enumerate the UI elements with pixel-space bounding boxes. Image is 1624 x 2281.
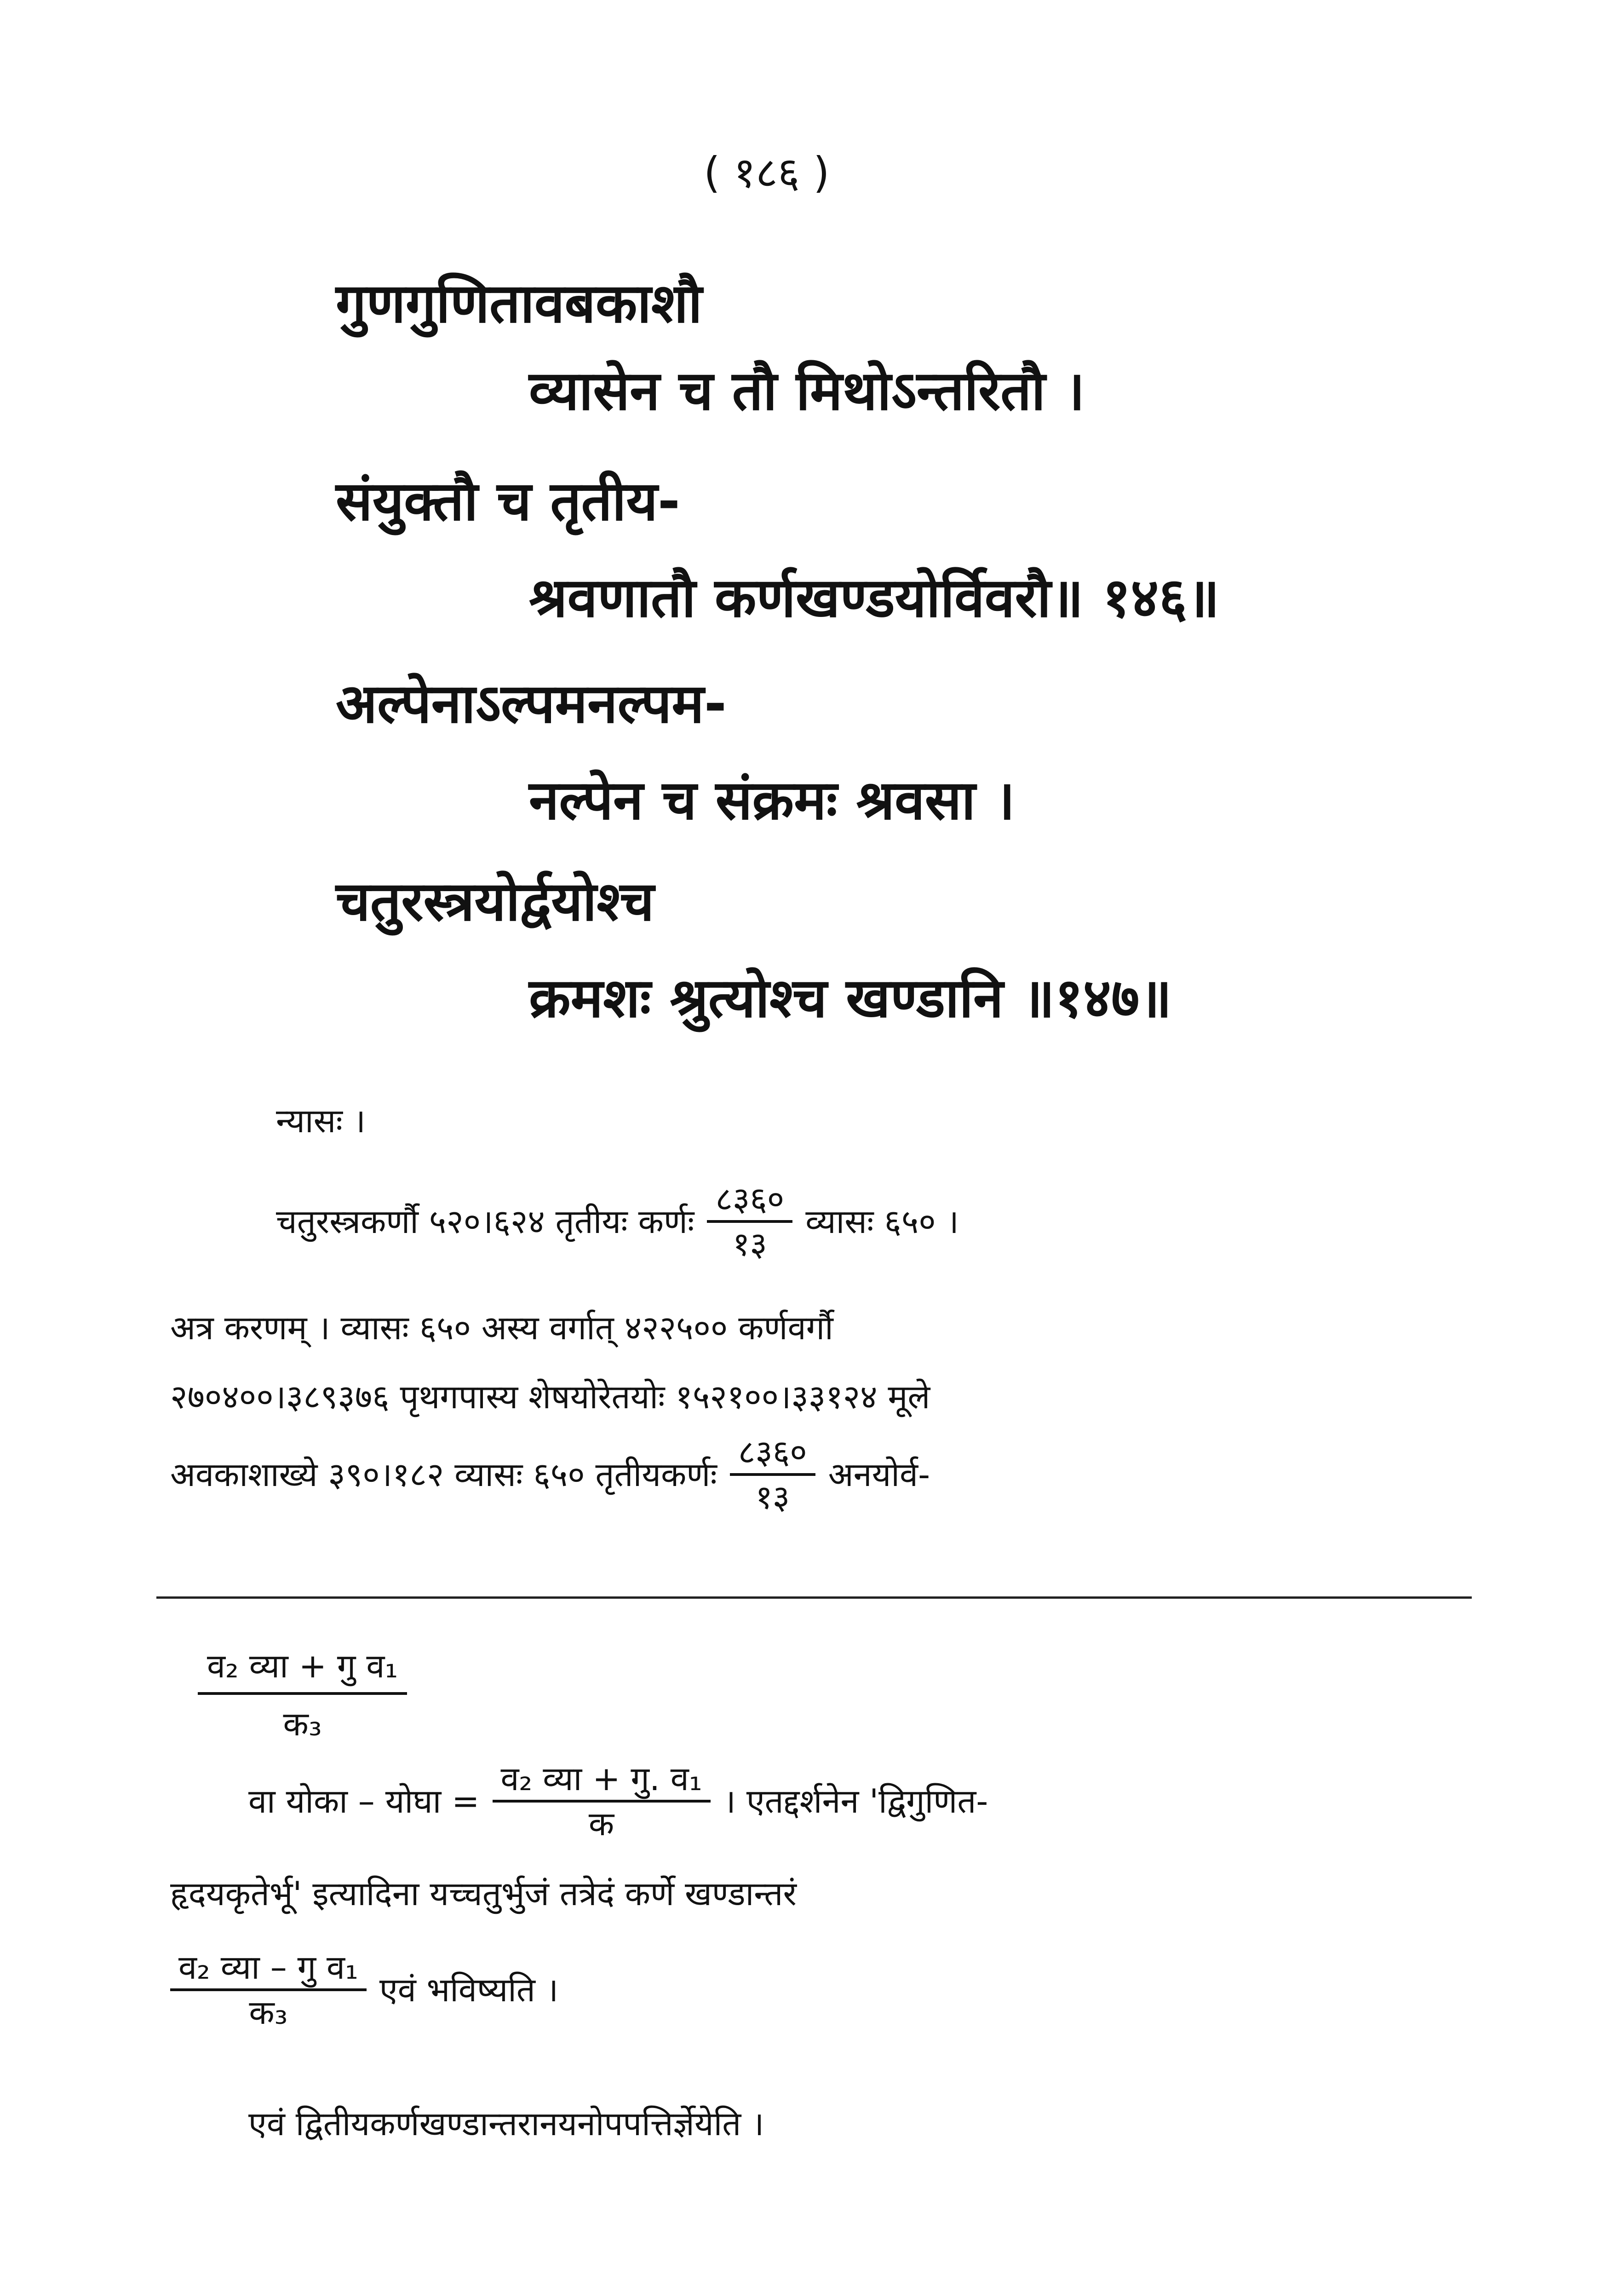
nyasa-line xyxy=(276,1182,959,1261)
footnote-formula-2-denominator: क xyxy=(588,1804,614,1843)
footnote-formula-3-numerator: व₂ व्या – गु व₁ xyxy=(178,1948,358,1987)
verse-line-2: व्यासेन च तौ मिथोऽन्तरितौ । xyxy=(529,359,1085,422)
karana-fraction xyxy=(730,1435,815,1514)
nyasa-fraction-denominator: १३ xyxy=(732,1225,767,1263)
karana-line-2: २७०४००।३८९३७६ पृथगपास्य शेषयोरेतयोः १५२१००।३३१२४ मूले xyxy=(170,1377,930,1416)
nyasa-fraction xyxy=(707,1182,792,1261)
verse-line-8: क्रमशः श्रुत्योश्च खण्डानि ॥१४७॥ xyxy=(529,966,1172,1030)
verse-line-3: संयुक्तौ च तृतीय- xyxy=(336,469,680,533)
footnote-line-3-suffix: एवं भविष्यति । xyxy=(379,1970,559,2009)
nyasa-heading: न्यासः । xyxy=(276,1101,366,1140)
verse-line-7: चतुरस्त्रयोर्द्वयोश्च xyxy=(336,870,654,933)
nyasa-prefix: चतुरस्त्रकर्णौ ५२०।६२४ तृतीयः कर्णः xyxy=(276,1202,694,1241)
karana-fraction-denominator: १३ xyxy=(755,1478,790,1516)
footnote-line-1-prefix: वा योका – योघा = xyxy=(248,1782,480,1820)
footnote-formula-3 xyxy=(170,1948,367,2032)
footnote-line-2: हृदयकृतेर्भू' इत्यादिना यच्चतुर्भुजं तत्रेदं कर्णे खण्डान्तरं xyxy=(170,1874,797,1913)
verse-line-6: नल्पेन च संक्रमः श्रवसा । xyxy=(529,768,1015,832)
footnote-formula-1-denominator: क₃ xyxy=(283,1705,322,1743)
karana-line-1: अत्र करणम् । व्यासः ६५० अस्य वर्गात् ४२२५०० कर्णवर्गौ xyxy=(170,1308,833,1347)
nyasa-fraction-numerator: ८३६० xyxy=(715,1180,785,1218)
footnote-formula-1 xyxy=(198,1642,407,1745)
karana-fraction-numerator: ८३६० xyxy=(738,1433,807,1471)
verse-line-5: अल्पेनाऽल्पमनल्पम- xyxy=(336,672,727,735)
footnote-rule xyxy=(156,1596,1472,1599)
page-number: ( १८६ ) xyxy=(704,148,830,197)
karana-line-3-prefix: अवकाशाख्ये ३९०।१८२ व्यासः ६५० तृतीयकर्णः xyxy=(170,1455,717,1494)
karana-line-3-suffix: अनयोर्व- xyxy=(828,1455,930,1494)
footnote-line-1-suffix: । एतद्दर्शनेन 'द्विगुणित- xyxy=(723,1782,988,1820)
footnote-line-1 xyxy=(248,1759,988,1843)
footnote-line-4: एवं द्वितीयकर्णखण्डान्तरानयनोपपत्तिर्ज्ञेयेति । xyxy=(248,2104,764,2143)
verse-line-1: गुणगुणितावबकाशौ xyxy=(336,271,702,335)
karana-line-3 xyxy=(170,1435,930,1514)
footnote-formula-3-denominator: क₃ xyxy=(249,1993,288,2032)
nyasa-suffix: व्यासः ६५० । xyxy=(805,1202,959,1241)
footnote-formula-1-numerator: व₂ व्या + गु व₁ xyxy=(207,1647,398,1685)
footnote-formula-2-numerator: व₂ व्या + गु. व₁ xyxy=(500,1759,702,1798)
footnote-formula-2 xyxy=(493,1759,711,1843)
verse-line-4: श्रवणातौ कर्णखण्डयोर्विवरौ॥ १४६॥ xyxy=(529,566,1220,629)
footnote-line-3 xyxy=(170,1948,559,2032)
